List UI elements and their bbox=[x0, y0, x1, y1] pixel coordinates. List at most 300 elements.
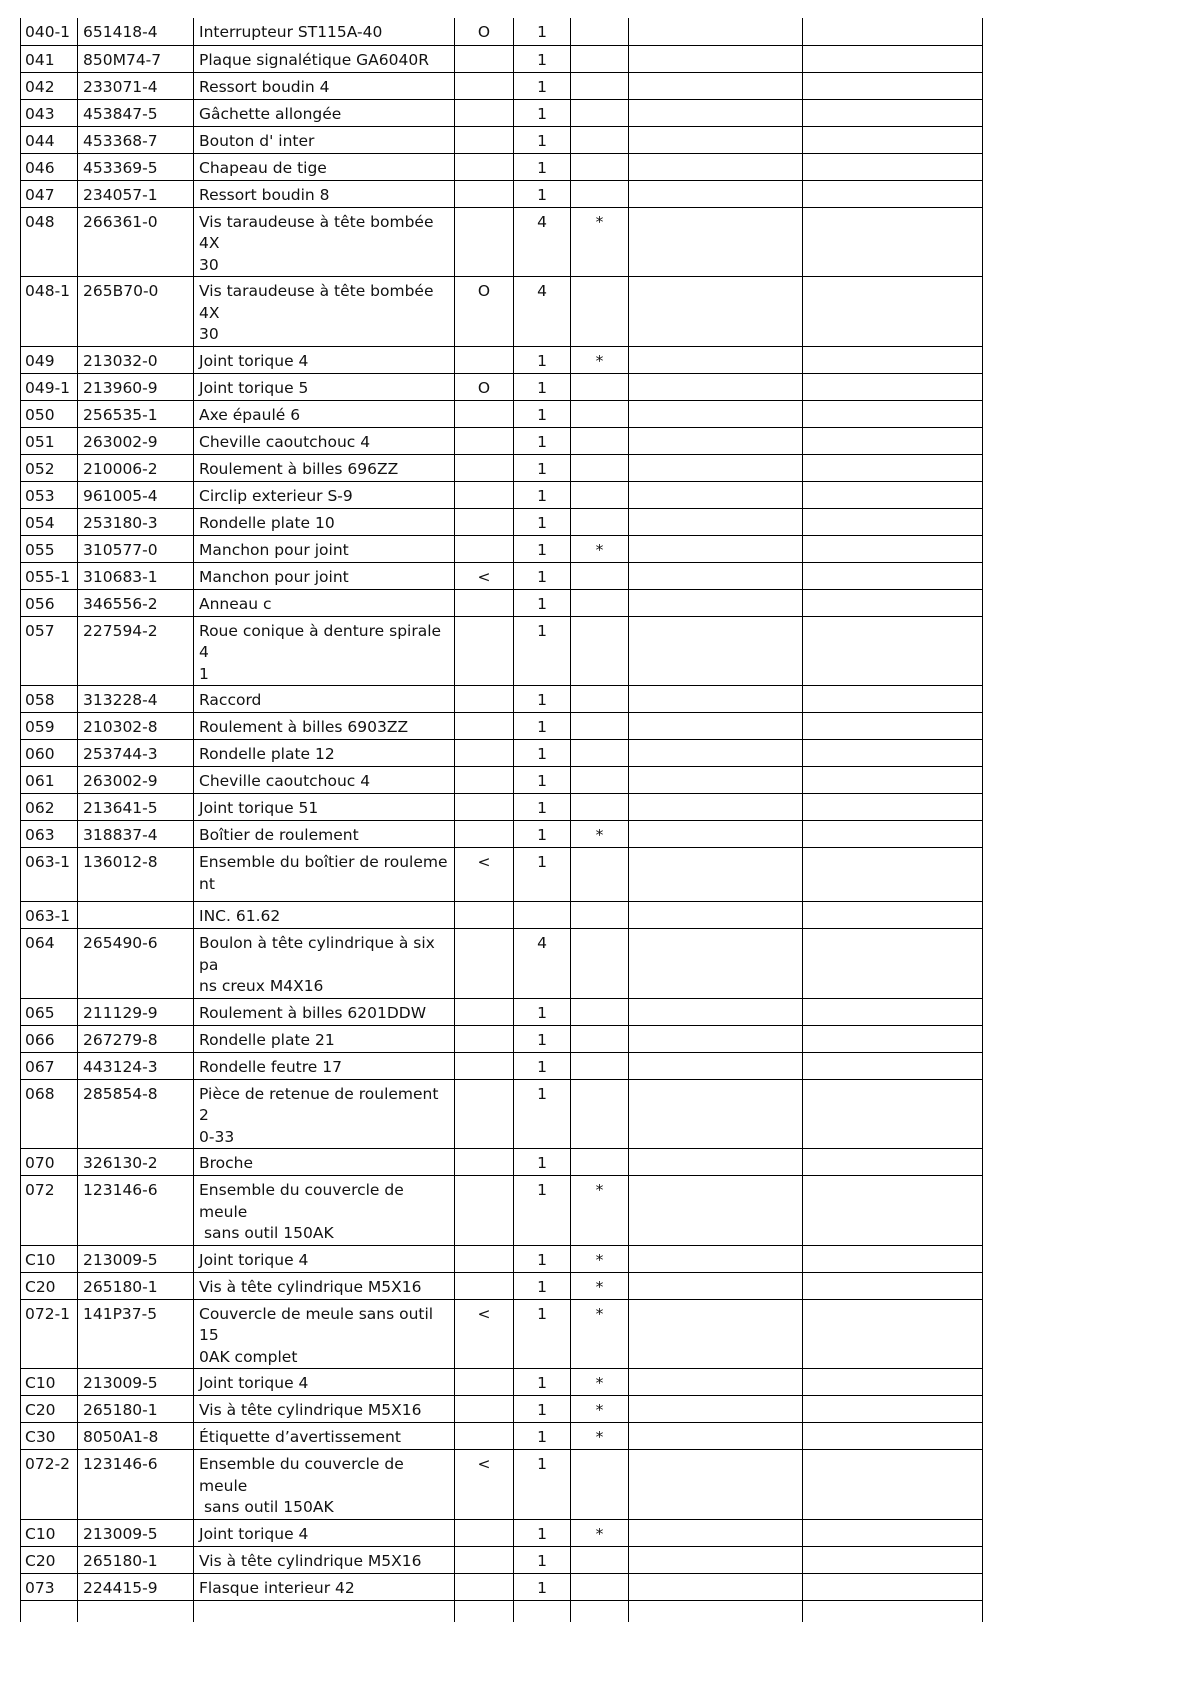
symbol-cell bbox=[455, 1052, 514, 1079]
description-cell: Étiquette d’avertissement bbox=[194, 1423, 455, 1450]
quantity-cell: 1 bbox=[514, 126, 571, 153]
part-no-cell: 213009-5 bbox=[78, 1369, 194, 1396]
part-no-cell: 213009-5 bbox=[78, 1519, 194, 1546]
note-a-cell bbox=[629, 1272, 803, 1299]
ref-no-cell: 053 bbox=[21, 481, 78, 508]
note-b-cell bbox=[803, 373, 983, 400]
table-row bbox=[21, 427, 983, 454]
symbol-cell bbox=[455, 713, 514, 740]
ref-no-cell: C10 bbox=[21, 1245, 78, 1272]
table-row bbox=[21, 686, 983, 713]
description-cell: Vis à tête cylindrique M5X16 bbox=[194, 1396, 455, 1423]
note-a-cell bbox=[629, 153, 803, 180]
marker-cell bbox=[571, 686, 629, 713]
note-b-cell bbox=[803, 126, 983, 153]
part-no-cell: 651418-4 bbox=[78, 18, 194, 45]
symbol-cell bbox=[455, 126, 514, 153]
symbol-cell bbox=[455, 427, 514, 454]
note-b-cell bbox=[803, 454, 983, 481]
part-no-cell: 227594-2 bbox=[78, 616, 194, 686]
part-no-cell: 443124-3 bbox=[78, 1052, 194, 1079]
part-no-cell: 253744-3 bbox=[78, 740, 194, 767]
part-no-cell: 285854-8 bbox=[78, 1079, 194, 1149]
note-b-cell bbox=[803, 713, 983, 740]
table-row bbox=[21, 1369, 983, 1396]
ref-no-cell: 044 bbox=[21, 126, 78, 153]
description-cell: Ressort boudin 8 bbox=[194, 180, 455, 207]
note-a-cell bbox=[629, 1573, 803, 1600]
marker-cell: * bbox=[571, 1272, 629, 1299]
marker-cell bbox=[571, 767, 629, 794]
table-row bbox=[21, 18, 983, 45]
marker-cell bbox=[571, 400, 629, 427]
quantity-cell: 1 bbox=[514, 1450, 571, 1520]
symbol-cell bbox=[455, 153, 514, 180]
note-a-cell bbox=[629, 686, 803, 713]
note-b-cell bbox=[803, 1519, 983, 1546]
table-row bbox=[21, 1396, 983, 1423]
description-cell: Cheville caoutchouc 4 bbox=[194, 767, 455, 794]
symbol-cell bbox=[455, 400, 514, 427]
symbol-cell bbox=[455, 1600, 514, 1622]
description-cell: Joint torique 51 bbox=[194, 794, 455, 821]
quantity-cell: 1 bbox=[514, 1519, 571, 1546]
note-a-cell bbox=[629, 1546, 803, 1573]
table-row bbox=[21, 1176, 983, 1246]
ref-no-cell: C30 bbox=[21, 1423, 78, 1450]
symbol-cell bbox=[455, 821, 514, 848]
marker-cell: * bbox=[571, 1519, 629, 1546]
note-b-cell bbox=[803, 1546, 983, 1573]
ref-no-cell: 043 bbox=[21, 99, 78, 126]
quantity-cell: 1 bbox=[514, 99, 571, 126]
part-no-cell: 850M74-7 bbox=[78, 45, 194, 72]
symbol-cell bbox=[455, 1369, 514, 1396]
note-b-cell bbox=[803, 277, 983, 347]
note-b-cell bbox=[803, 1176, 983, 1246]
symbol-cell bbox=[455, 508, 514, 535]
part-no-cell: 961005-4 bbox=[78, 481, 194, 508]
quantity-cell: 1 bbox=[514, 72, 571, 99]
marker-cell: * bbox=[571, 1369, 629, 1396]
ref-no-cell: 059 bbox=[21, 713, 78, 740]
description-cell: Manchon pour joint bbox=[194, 562, 455, 589]
symbol-cell: < bbox=[455, 562, 514, 589]
ref-no-cell: 049 bbox=[21, 346, 78, 373]
symbol-cell bbox=[455, 1519, 514, 1546]
ref-no-cell: C20 bbox=[21, 1272, 78, 1299]
note-b-cell bbox=[803, 562, 983, 589]
note-a-cell bbox=[629, 1600, 803, 1622]
marker-cell bbox=[571, 589, 629, 616]
description-cell: Ensemble du couvercle de meule sans outil 150AK bbox=[194, 1450, 455, 1520]
description-cell: Rondelle plate 12 bbox=[194, 740, 455, 767]
note-b-cell bbox=[803, 1025, 983, 1052]
ref-no-cell: 073 bbox=[21, 1573, 78, 1600]
symbol-cell bbox=[455, 1272, 514, 1299]
note-a-cell bbox=[629, 277, 803, 347]
part-no-cell: 265490-6 bbox=[78, 929, 194, 999]
note-b-cell bbox=[803, 346, 983, 373]
note-b-cell bbox=[803, 508, 983, 535]
note-b-cell bbox=[803, 180, 983, 207]
table-row bbox=[21, 1573, 983, 1600]
marker-cell bbox=[571, 180, 629, 207]
description-cell: Bouton d' inter bbox=[194, 126, 455, 153]
marker-cell bbox=[571, 713, 629, 740]
marker-cell bbox=[571, 1546, 629, 1573]
table-row bbox=[21, 794, 983, 821]
note-b-cell bbox=[803, 99, 983, 126]
note-b-cell bbox=[803, 427, 983, 454]
symbol-cell bbox=[455, 1546, 514, 1573]
description-cell: Broche bbox=[194, 1149, 455, 1176]
table-row bbox=[21, 180, 983, 207]
part-no-cell: 265180-1 bbox=[78, 1272, 194, 1299]
ref-no-cell: C10 bbox=[21, 1519, 78, 1546]
note-a-cell bbox=[629, 589, 803, 616]
table-row bbox=[21, 1052, 983, 1079]
quantity-cell: 1 bbox=[514, 1546, 571, 1573]
note-b-cell bbox=[803, 794, 983, 821]
note-b-cell bbox=[803, 481, 983, 508]
symbol-cell bbox=[455, 767, 514, 794]
ref-no-cell: 063 bbox=[21, 821, 78, 848]
symbol-cell bbox=[455, 180, 514, 207]
note-a-cell bbox=[629, 848, 803, 902]
description-cell: Joint torique 4 bbox=[194, 1245, 455, 1272]
table-row bbox=[21, 1423, 983, 1450]
ref-no-cell: 040-1 bbox=[21, 18, 78, 45]
marker-cell bbox=[571, 508, 629, 535]
note-a-cell bbox=[629, 616, 803, 686]
note-a-cell bbox=[629, 508, 803, 535]
ref-no-cell: 048-1 bbox=[21, 277, 78, 347]
marker-cell bbox=[571, 18, 629, 45]
table-row bbox=[21, 1149, 983, 1176]
part-no-cell: 210302-8 bbox=[78, 713, 194, 740]
description-cell: Roue conique à denture spirale 4 1 bbox=[194, 616, 455, 686]
description-cell: Gâchette allongée bbox=[194, 99, 455, 126]
note-b-cell bbox=[803, 740, 983, 767]
table-row bbox=[21, 126, 983, 153]
note-a-cell bbox=[629, 373, 803, 400]
part-no-cell: 263002-9 bbox=[78, 427, 194, 454]
table-row bbox=[21, 589, 983, 616]
note-a-cell bbox=[629, 1299, 803, 1369]
marker-cell bbox=[571, 1025, 629, 1052]
symbol-cell bbox=[455, 589, 514, 616]
description-cell: Flasque interieur 42 bbox=[194, 1573, 455, 1600]
part-no-cell: 213960-9 bbox=[78, 373, 194, 400]
symbol-cell bbox=[455, 207, 514, 277]
part-no-cell: 141P37-5 bbox=[78, 1299, 194, 1369]
description-cell: Chapeau de tige bbox=[194, 153, 455, 180]
note-b-cell bbox=[803, 45, 983, 72]
marker-cell bbox=[571, 1149, 629, 1176]
part-no-cell: 136012-8 bbox=[78, 848, 194, 902]
table-row bbox=[21, 508, 983, 535]
table-row bbox=[21, 1600, 983, 1622]
quantity-cell: 1 bbox=[514, 1149, 571, 1176]
part-no-cell: 265180-1 bbox=[78, 1396, 194, 1423]
table-row bbox=[21, 821, 983, 848]
symbol-cell bbox=[455, 616, 514, 686]
part-no-cell: 265B70-0 bbox=[78, 277, 194, 347]
ref-no-cell: 072-2 bbox=[21, 1450, 78, 1520]
note-a-cell bbox=[629, 740, 803, 767]
ref-no-cell: 066 bbox=[21, 1025, 78, 1052]
note-b-cell bbox=[803, 929, 983, 999]
marker-cell bbox=[571, 1052, 629, 1079]
description-cell: Vis taraudeuse à tête bombée 4X 30 bbox=[194, 207, 455, 277]
quantity-cell: 1 bbox=[514, 1052, 571, 1079]
table-row bbox=[21, 346, 983, 373]
marker-cell bbox=[571, 481, 629, 508]
symbol-cell bbox=[455, 929, 514, 999]
marker-cell: * bbox=[571, 535, 629, 562]
table-row bbox=[21, 998, 983, 1025]
marker-cell: * bbox=[571, 1423, 629, 1450]
part-no-cell: 233071-4 bbox=[78, 72, 194, 99]
quantity-cell: 1 bbox=[514, 454, 571, 481]
marker-cell bbox=[571, 1600, 629, 1622]
marker-cell bbox=[571, 616, 629, 686]
part-no-cell: 267279-8 bbox=[78, 1025, 194, 1052]
ref-no-cell: 054 bbox=[21, 508, 78, 535]
table-row bbox=[21, 713, 983, 740]
quantity-cell: 1 bbox=[514, 1396, 571, 1423]
note-a-cell bbox=[629, 1396, 803, 1423]
quantity-cell: 4 bbox=[514, 929, 571, 999]
part-no-cell: 210006-2 bbox=[78, 454, 194, 481]
marker-cell bbox=[571, 902, 629, 929]
note-a-cell bbox=[629, 481, 803, 508]
quantity-cell: 1 bbox=[514, 713, 571, 740]
symbol-cell bbox=[455, 454, 514, 481]
symbol-cell bbox=[455, 1149, 514, 1176]
note-a-cell bbox=[629, 902, 803, 929]
symbol-cell bbox=[455, 1079, 514, 1149]
description-cell: Circlip exterieur S-9 bbox=[194, 481, 455, 508]
ref-no-cell: 046 bbox=[21, 153, 78, 180]
table-row bbox=[21, 1079, 983, 1149]
table-row bbox=[21, 929, 983, 999]
description-cell: Ensemble du boîtier de rouleme nt bbox=[194, 848, 455, 902]
ref-no-cell: 063-1 bbox=[21, 848, 78, 902]
note-a-cell bbox=[629, 1450, 803, 1520]
description-cell: Axe épaulé 6 bbox=[194, 400, 455, 427]
note-b-cell bbox=[803, 902, 983, 929]
ref-no-cell: 041 bbox=[21, 45, 78, 72]
table-row bbox=[21, 1245, 983, 1272]
part-no-cell: 346556-2 bbox=[78, 589, 194, 616]
note-a-cell bbox=[629, 821, 803, 848]
table-row bbox=[21, 481, 983, 508]
note-a-cell bbox=[629, 1079, 803, 1149]
quantity-cell: 1 bbox=[514, 508, 571, 535]
description-cell: Couvercle de meule sans outil 15 0AK complet bbox=[194, 1299, 455, 1369]
symbol-cell bbox=[455, 1396, 514, 1423]
marker-cell bbox=[571, 454, 629, 481]
symbol-cell bbox=[455, 1423, 514, 1450]
table-row bbox=[21, 373, 983, 400]
note-b-cell bbox=[803, 998, 983, 1025]
part-no-cell: 213009-5 bbox=[78, 1245, 194, 1272]
note-b-cell bbox=[803, 589, 983, 616]
note-b-cell bbox=[803, 1423, 983, 1450]
note-b-cell bbox=[803, 535, 983, 562]
parts-table bbox=[20, 18, 983, 1622]
quantity-cell: 1 bbox=[514, 848, 571, 902]
symbol-cell bbox=[455, 998, 514, 1025]
marker-cell bbox=[571, 794, 629, 821]
quantity-cell: 1 bbox=[514, 767, 571, 794]
table-row bbox=[21, 1025, 983, 1052]
quantity-cell: 1 bbox=[514, 821, 571, 848]
description-cell: Rondelle plate 10 bbox=[194, 508, 455, 535]
table-row bbox=[21, 1519, 983, 1546]
table-row bbox=[21, 616, 983, 686]
table-row bbox=[21, 535, 983, 562]
symbol-cell bbox=[455, 535, 514, 562]
part-no-cell bbox=[78, 1600, 194, 1622]
quantity-cell: 1 bbox=[514, 18, 571, 45]
quantity-cell: 1 bbox=[514, 562, 571, 589]
note-b-cell bbox=[803, 153, 983, 180]
description-cell: Cheville caoutchouc 4 bbox=[194, 427, 455, 454]
part-no-cell: 213641-5 bbox=[78, 794, 194, 821]
ref-no-cell: 067 bbox=[21, 1052, 78, 1079]
description-cell: Vis taraudeuse à tête bombée 4X 30 bbox=[194, 277, 455, 347]
note-b-cell bbox=[803, 616, 983, 686]
symbol-cell bbox=[455, 45, 514, 72]
quantity-cell: 1 bbox=[514, 535, 571, 562]
description-cell: Joint torique 4 bbox=[194, 1519, 455, 1546]
symbol-cell bbox=[455, 1573, 514, 1600]
part-no-cell: 123146-6 bbox=[78, 1176, 194, 1246]
description-cell: Joint torique 4 bbox=[194, 346, 455, 373]
note-a-cell bbox=[629, 1176, 803, 1246]
note-a-cell bbox=[629, 1052, 803, 1079]
table-row bbox=[21, 99, 983, 126]
ref-no-cell: 072 bbox=[21, 1176, 78, 1246]
quantity-cell: 4 bbox=[514, 277, 571, 347]
marker-cell: * bbox=[571, 821, 629, 848]
note-b-cell bbox=[803, 1369, 983, 1396]
note-b-cell bbox=[803, 18, 983, 45]
ref-no-cell: 072-1 bbox=[21, 1299, 78, 1369]
marker-cell bbox=[571, 1573, 629, 1600]
note-a-cell bbox=[629, 998, 803, 1025]
description-cell: Roulement à billes 6201DDW bbox=[194, 998, 455, 1025]
table-row bbox=[21, 45, 983, 72]
note-a-cell bbox=[629, 767, 803, 794]
description-cell: Roulement à billes 696ZZ bbox=[194, 454, 455, 481]
ref-no-cell: 051 bbox=[21, 427, 78, 454]
quantity-cell: 1 bbox=[514, 686, 571, 713]
marker-cell bbox=[571, 45, 629, 72]
description-cell: Joint torique 4 bbox=[194, 1369, 455, 1396]
note-b-cell bbox=[803, 821, 983, 848]
note-b-cell bbox=[803, 1573, 983, 1600]
part-no-cell: 265180-1 bbox=[78, 1546, 194, 1573]
note-b-cell bbox=[803, 1079, 983, 1149]
note-a-cell bbox=[629, 454, 803, 481]
note-b-cell bbox=[803, 848, 983, 902]
marker-cell bbox=[571, 562, 629, 589]
part-no-cell: 318837-4 bbox=[78, 821, 194, 848]
quantity-cell: 1 bbox=[514, 1079, 571, 1149]
quantity-cell: 1 bbox=[514, 740, 571, 767]
table-row bbox=[21, 562, 983, 589]
quantity-cell: 1 bbox=[514, 1423, 571, 1450]
ref-no-cell: 061 bbox=[21, 767, 78, 794]
ref-no-cell: 057 bbox=[21, 616, 78, 686]
parts-table-body bbox=[21, 18, 983, 1622]
description-cell: Vis à tête cylindrique M5X16 bbox=[194, 1272, 455, 1299]
symbol-cell bbox=[455, 481, 514, 508]
description-cell: Boîtier de roulement bbox=[194, 821, 455, 848]
part-no-cell: 263002-9 bbox=[78, 767, 194, 794]
table-row bbox=[21, 1450, 983, 1520]
ref-no-cell: 055 bbox=[21, 535, 78, 562]
ref-no-cell: 055-1 bbox=[21, 562, 78, 589]
part-no-cell: 266361-0 bbox=[78, 207, 194, 277]
quantity-cell: 1 bbox=[514, 427, 571, 454]
symbol-cell: < bbox=[455, 848, 514, 902]
quantity-cell: 1 bbox=[514, 1025, 571, 1052]
note-b-cell bbox=[803, 1299, 983, 1369]
marker-cell bbox=[571, 998, 629, 1025]
table-row bbox=[21, 454, 983, 481]
quantity-cell bbox=[514, 902, 571, 929]
symbol-cell: O bbox=[455, 373, 514, 400]
ref-no-cell: 056 bbox=[21, 589, 78, 616]
quantity-cell: 4 bbox=[514, 207, 571, 277]
symbol-cell bbox=[455, 1176, 514, 1246]
description-cell: INC. 61.62 bbox=[194, 902, 455, 929]
ref-no-cell: C20 bbox=[21, 1396, 78, 1423]
marker-cell bbox=[571, 126, 629, 153]
marker-cell bbox=[571, 848, 629, 902]
marker-cell bbox=[571, 929, 629, 999]
note-a-cell bbox=[629, 929, 803, 999]
note-b-cell bbox=[803, 400, 983, 427]
table-row bbox=[21, 1299, 983, 1369]
note-a-cell bbox=[629, 535, 803, 562]
part-no-cell: 453369-5 bbox=[78, 153, 194, 180]
note-a-cell bbox=[629, 427, 803, 454]
quantity-cell: 1 bbox=[514, 1176, 571, 1246]
marker-cell bbox=[571, 373, 629, 400]
marker-cell bbox=[571, 1450, 629, 1520]
part-no-cell: 253180-3 bbox=[78, 508, 194, 535]
symbol-cell: O bbox=[455, 277, 514, 347]
note-b-cell bbox=[803, 1052, 983, 1079]
marker-cell: * bbox=[571, 1299, 629, 1369]
quantity-cell: 1 bbox=[514, 1573, 571, 1600]
symbol-cell: O bbox=[455, 18, 514, 45]
note-b-cell bbox=[803, 1600, 983, 1622]
note-a-cell bbox=[629, 1149, 803, 1176]
table-row bbox=[21, 902, 983, 929]
quantity-cell: 1 bbox=[514, 1245, 571, 1272]
table-row bbox=[21, 848, 983, 902]
table-row bbox=[21, 740, 983, 767]
symbol-cell bbox=[455, 99, 514, 126]
description-cell: Rondelle feutre 17 bbox=[194, 1052, 455, 1079]
